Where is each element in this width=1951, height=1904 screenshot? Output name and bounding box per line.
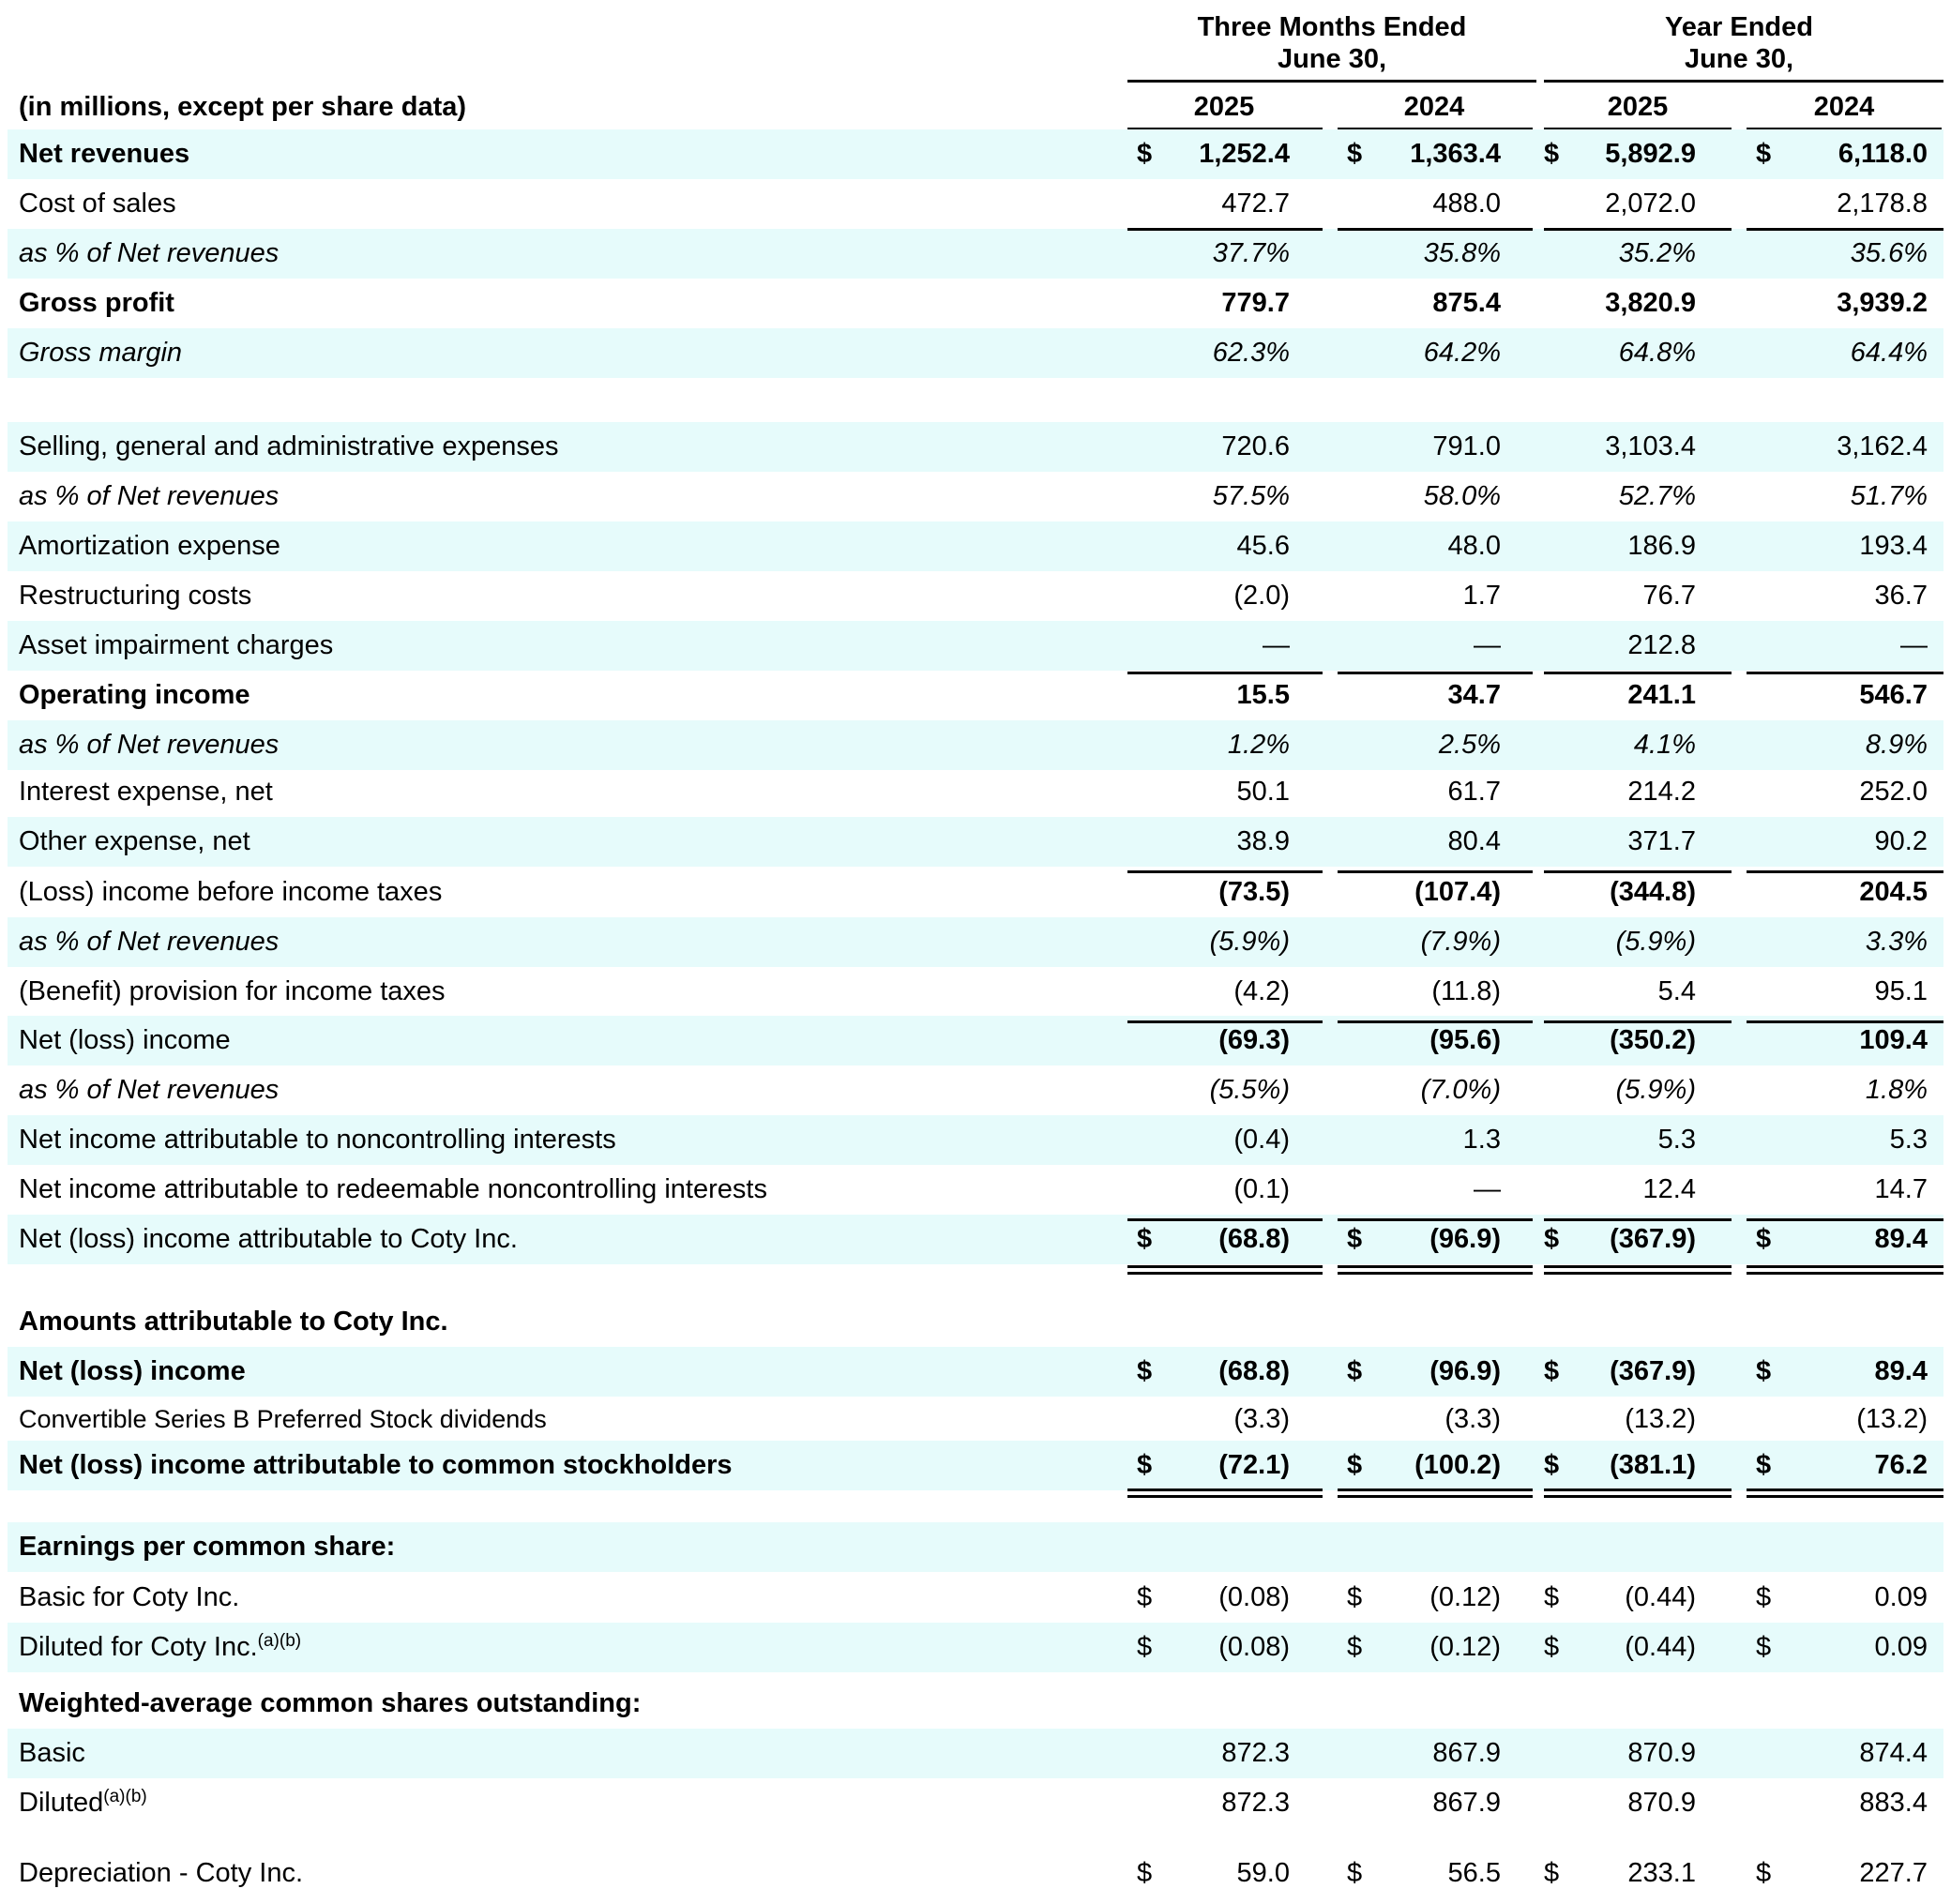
- row-label-text: Net income attributable to redeemable noncontrolling interests: [19, 1174, 767, 1204]
- currency-symbol: $: [1347, 1450, 1363, 1480]
- year-header: 2025: [1607, 92, 1669, 122]
- subtotal-rule: [1544, 870, 1732, 873]
- value-cell: (344.8): [1610, 877, 1696, 907]
- value-cell: 95.1: [1874, 976, 1928, 1006]
- value-cell: (68.8): [1218, 1356, 1290, 1386]
- subtotal-rule: [1544, 228, 1732, 231]
- value-cell: 488.0: [1432, 189, 1501, 219]
- row-label: [19, 825, 250, 857]
- value-cell: 5.3: [1657, 1125, 1696, 1155]
- row-label: [19, 926, 279, 958]
- row-label: [19, 530, 280, 562]
- value-cell: 80.4: [1447, 826, 1501, 856]
- subtotal-rule: [1747, 1020, 1943, 1023]
- value-cell: 64.2%: [1423, 338, 1501, 368]
- subtotal-rule: [1747, 672, 1943, 674]
- currency-symbol: $: [1347, 1356, 1363, 1386]
- value-cell: 12.4: [1642, 1174, 1696, 1204]
- value-cell: 57.5%: [1212, 481, 1290, 511]
- row-label-text: Basic for Coty Inc.: [19, 1582, 240, 1612]
- currency-symbol: $: [1544, 1632, 1560, 1662]
- value-cell: 1.8%: [1865, 1075, 1928, 1105]
- table-row: [8, 1729, 1943, 1778]
- currency-symbol: $: [1756, 1450, 1772, 1480]
- value-cell: 1.3: [1462, 1125, 1501, 1155]
- table-row: [8, 571, 1943, 621]
- currency-symbol: $: [1756, 1224, 1772, 1254]
- row-label: [19, 580, 251, 612]
- row-label: [19, 431, 559, 462]
- table-row: [8, 1623, 1943, 1672]
- value-cell: (5.9%): [1615, 927, 1696, 957]
- value-cell: 89.4: [1874, 1224, 1928, 1254]
- row-label: [19, 480, 279, 512]
- subtotal-rule: [1544, 672, 1732, 674]
- row-label: [19, 1403, 547, 1435]
- row-label-text: Asset impairment charges: [19, 630, 334, 660]
- table-row: [8, 129, 1943, 179]
- table-row: [8, 1215, 1943, 1264]
- value-cell: (68.8): [1218, 1224, 1290, 1254]
- row-label: [19, 1857, 303, 1889]
- value-cell: 867.9: [1432, 1788, 1501, 1818]
- value-cell: 35.2%: [1618, 238, 1696, 268]
- row-label: [19, 1687, 641, 1719]
- value-cell: 50.1: [1236, 777, 1290, 807]
- subtotal-rule: [1127, 228, 1323, 231]
- value-cell: 51.7%: [1850, 481, 1928, 511]
- row-label-text: as % of Net revenues: [19, 927, 280, 957]
- value-cell: 546.7: [1859, 680, 1928, 710]
- value-cell: 76.7: [1642, 581, 1696, 611]
- row-label: [19, 1449, 733, 1481]
- table-row: [8, 1065, 1943, 1115]
- value-cell: (95.6): [1429, 1025, 1501, 1055]
- table-row: [8, 328, 1943, 378]
- row-label: [19, 1024, 231, 1056]
- subtotal-rule: [1544, 1218, 1732, 1221]
- currency-symbol: $: [1756, 1858, 1772, 1888]
- value-cell: 109.4: [1859, 1025, 1928, 1055]
- year-header: 2024: [1403, 92, 1465, 122]
- table-row: [8, 1778, 1943, 1828]
- value-cell: (3.3): [1233, 1404, 1290, 1434]
- table-row: [8, 472, 1943, 521]
- value-cell: (13.2): [1625, 1404, 1696, 1434]
- row-label: [19, 1173, 767, 1205]
- currency-symbol: $: [1347, 1582, 1363, 1612]
- value-cell: 62.3%: [1212, 338, 1290, 368]
- value-cell: (73.5): [1218, 877, 1290, 907]
- subtotal-rule: [1127, 1218, 1323, 1221]
- value-cell: 2.5%: [1438, 730, 1501, 760]
- value-cell: 252.0: [1859, 777, 1928, 807]
- row-label-text: Net revenues: [19, 139, 190, 169]
- header-rule-three-months: [1127, 80, 1536, 83]
- table-row: [8, 422, 1943, 472]
- header-rule-year-ended: [1544, 80, 1943, 83]
- table-row: [8, 179, 1943, 229]
- value-cell: (0.12): [1429, 1632, 1501, 1662]
- value-cell: (5.5%): [1209, 1075, 1290, 1105]
- subtotal-rule: [1127, 870, 1323, 873]
- table-row: [8, 868, 1943, 917]
- currency-symbol: $: [1544, 1582, 1560, 1612]
- value-cell: (96.9): [1429, 1224, 1501, 1254]
- value-cell: 5.3: [1889, 1125, 1928, 1155]
- row-label-text: Diluted for Coty Inc.: [19, 1632, 258, 1662]
- row-label-text: Basic: [19, 1738, 85, 1768]
- value-cell: 0.09: [1874, 1632, 1928, 1662]
- row-label-text: Restructuring costs: [19, 581, 252, 611]
- value-cell: 472.7: [1221, 189, 1290, 219]
- value-cell: (350.2): [1610, 1025, 1696, 1055]
- value-cell: (13.2): [1856, 1404, 1928, 1434]
- value-cell: 61.7: [1447, 777, 1501, 807]
- value-cell: 870.9: [1627, 1738, 1696, 1768]
- value-cell: 867.9: [1432, 1738, 1501, 1768]
- value-cell: 371.7: [1627, 826, 1696, 856]
- row-label-text: Diluted: [19, 1788, 104, 1818]
- subtotal-rule: [1747, 228, 1943, 231]
- total-double-rule: [1747, 1265, 1943, 1275]
- subtotal-rule: [1127, 1020, 1323, 1023]
- row-label-text: Interest expense, net: [19, 777, 273, 807]
- value-cell: (2.0): [1233, 581, 1290, 611]
- subtotal-rule: [1127, 672, 1323, 674]
- row-label: [19, 1223, 518, 1255]
- value-cell: (5.9%): [1209, 927, 1290, 957]
- value-cell: (367.9): [1610, 1356, 1696, 1386]
- row-label: [19, 138, 189, 170]
- currency-symbol: $: [1756, 139, 1772, 169]
- header-three-months-ended: Three Months Ended June 30,: [1197, 12, 1467, 74]
- value-cell: 883.4: [1859, 1788, 1928, 1818]
- subtotal-rule: [1544, 1020, 1732, 1023]
- currency-symbol: $: [1347, 1224, 1363, 1254]
- total-double-rule: [1338, 1265, 1533, 1275]
- currency-symbol: $: [1137, 139, 1153, 169]
- row-label-text: Net income attributable to noncontrolling interests: [19, 1125, 616, 1155]
- value-cell: 76.2: [1874, 1450, 1928, 1480]
- value-cell: (381.1): [1610, 1450, 1696, 1480]
- value-cell: 35.8%: [1423, 238, 1501, 268]
- value-cell: —: [1474, 630, 1501, 660]
- row-label-text: Gross profit: [19, 288, 174, 318]
- value-cell: 45.6: [1236, 531, 1290, 561]
- currency-symbol: $: [1137, 1858, 1153, 1888]
- value-cell: (0.08): [1218, 1582, 1290, 1612]
- row-label: [19, 679, 250, 711]
- subtotal-rule: [1338, 1218, 1533, 1221]
- table-row: [8, 967, 1943, 1017]
- value-cell: 3,162.4: [1837, 431, 1928, 461]
- value-cell: 872.3: [1221, 1788, 1290, 1818]
- value-cell: 212.8: [1627, 630, 1696, 660]
- value-cell: (100.2): [1414, 1450, 1501, 1480]
- value-cell: (5.9%): [1615, 1075, 1696, 1105]
- currency-symbol: $: [1544, 1224, 1560, 1254]
- total-double-rule: [1338, 1488, 1533, 1498]
- value-cell: 34.7: [1447, 680, 1501, 710]
- table-row: [8, 1347, 1943, 1397]
- row-label-text: Amortization expense: [19, 531, 280, 561]
- header-year-ended: Year Ended June 30,: [1665, 12, 1813, 74]
- currency-symbol: $: [1347, 1632, 1363, 1662]
- row-label: [19, 1631, 301, 1667]
- value-cell: 64.8%: [1618, 338, 1696, 368]
- total-double-rule: [1544, 1265, 1732, 1275]
- subtotal-rule: [1338, 870, 1533, 873]
- footnote-marker: (a)(b): [257, 1631, 302, 1651]
- table-row: [8, 279, 1943, 328]
- currency-symbol: $: [1544, 139, 1560, 169]
- currency-symbol: $: [1347, 1858, 1363, 1888]
- currency-symbol: $: [1756, 1582, 1772, 1612]
- table-row: [8, 1395, 1943, 1444]
- value-cell: —: [1263, 630, 1290, 660]
- table-row: [8, 1849, 1943, 1898]
- table-row: [8, 1297, 1943, 1347]
- value-cell: (3.3): [1444, 1404, 1501, 1434]
- total-double-rule: [1127, 1265, 1323, 1275]
- table-row: [8, 917, 1943, 967]
- value-cell: 35.6%: [1850, 238, 1928, 268]
- row-label-text: Amounts attributable to Coty Inc.: [19, 1307, 448, 1337]
- total-double-rule: [1544, 1488, 1732, 1498]
- value-cell: (367.9): [1610, 1224, 1696, 1254]
- value-cell: (0.12): [1429, 1582, 1501, 1612]
- value-cell: (4.2): [1233, 976, 1290, 1006]
- value-cell: (0.44): [1625, 1582, 1696, 1612]
- value-cell: (7.0%): [1420, 1075, 1501, 1105]
- value-cell: 5.4: [1657, 976, 1696, 1006]
- currency-symbol: $: [1756, 1356, 1772, 1386]
- table-row: [8, 521, 1943, 571]
- currency-symbol: $: [1756, 1632, 1772, 1662]
- value-cell: 0.09: [1874, 1582, 1928, 1612]
- value-cell: 2,072.0: [1605, 189, 1696, 219]
- row-label-text: Net (loss) income: [19, 1025, 231, 1055]
- currency-symbol: $: [1544, 1450, 1560, 1480]
- currency-symbol: $: [1544, 1858, 1560, 1888]
- value-cell: —: [1474, 1174, 1501, 1204]
- value-cell: 36.7: [1874, 581, 1928, 611]
- value-cell: 38.9: [1236, 826, 1290, 856]
- value-cell: 186.9: [1627, 531, 1696, 561]
- value-cell: (7.9%): [1420, 927, 1501, 957]
- currency-symbol: $: [1544, 1356, 1560, 1386]
- currency-symbol: $: [1347, 139, 1363, 169]
- value-cell: 241.1: [1627, 680, 1696, 710]
- table-row: [8, 1679, 1943, 1729]
- value-cell: 204.5: [1859, 877, 1928, 907]
- subtotal-rule: [1338, 672, 1533, 674]
- table-row: [8, 229, 1943, 279]
- subtotal-rule: [1338, 1020, 1533, 1023]
- table-row: [8, 767, 1943, 817]
- value-cell: (0.4): [1233, 1125, 1290, 1155]
- value-cell: 3,820.9: [1605, 288, 1696, 318]
- value-cell: 56.5: [1447, 1858, 1501, 1888]
- units-label: (in millions, except per share data): [19, 92, 467, 122]
- table-row: [8, 1165, 1943, 1215]
- row-label-text: Operating income: [19, 680, 250, 710]
- row-label-text: Net (loss) income attributable to Coty Inc.: [19, 1224, 518, 1254]
- total-double-rule: [1747, 1488, 1943, 1498]
- row-label: [19, 729, 279, 761]
- row-label: [19, 1074, 279, 1106]
- value-cell: 52.7%: [1618, 481, 1696, 511]
- row-label-text: as % of Net revenues: [19, 1075, 280, 1105]
- value-cell: 8.9%: [1865, 730, 1928, 760]
- value-cell: 193.4: [1859, 531, 1928, 561]
- value-cell: 1,252.4: [1199, 139, 1290, 169]
- value-cell: 720.6: [1221, 431, 1290, 461]
- row-label: [19, 188, 176, 219]
- value-cell: 48.0: [1447, 531, 1501, 561]
- row-label-text: as % of Net revenues: [19, 238, 280, 268]
- row-label-text: Selling, general and administrative expenses: [19, 431, 559, 461]
- value-cell: (72.1): [1218, 1450, 1290, 1480]
- currency-symbol: $: [1137, 1224, 1153, 1254]
- year-header: 2025: [1193, 92, 1255, 122]
- row-label: [19, 287, 174, 319]
- row-label-text: Net (loss) income: [19, 1356, 246, 1386]
- currency-symbol: $: [1137, 1356, 1153, 1386]
- row-label-text: Weighted-average common shares outstanding:: [19, 1688, 642, 1718]
- value-cell: 3.3%: [1865, 927, 1928, 957]
- row-label: [19, 876, 442, 908]
- value-cell: 874.4: [1859, 1738, 1928, 1768]
- row-label: [19, 1581, 239, 1613]
- row-label-text: Earnings per common share:: [19, 1532, 396, 1562]
- value-cell: (0.1): [1233, 1174, 1290, 1204]
- row-label-text: (Loss) income before income taxes: [19, 877, 443, 907]
- row-label: [19, 629, 333, 661]
- value-cell: 1,363.4: [1410, 139, 1501, 169]
- currency-symbol: $: [1137, 1582, 1153, 1612]
- total-double-rule: [1127, 1488, 1323, 1498]
- value-cell: 89.4: [1874, 1356, 1928, 1386]
- value-cell: 2,178.8: [1837, 189, 1928, 219]
- value-cell: 233.1: [1627, 1858, 1696, 1888]
- row-label-text: Cost of sales: [19, 189, 176, 219]
- table-row: [8, 671, 1943, 720]
- value-cell: 227.7: [1859, 1858, 1928, 1888]
- value-cell: 59.0: [1236, 1858, 1290, 1888]
- table-row: [8, 1115, 1943, 1165]
- value-cell: 779.7: [1221, 288, 1290, 318]
- row-label: [19, 1787, 147, 1822]
- value-cell: 875.4: [1432, 288, 1501, 318]
- value-cell: 6,118.0: [1838, 139, 1928, 169]
- value-cell: (11.8): [1431, 976, 1501, 1006]
- value-cell: 64.4%: [1850, 338, 1928, 368]
- value-cell: 5,892.9: [1605, 139, 1696, 169]
- value-cell: —: [1900, 630, 1928, 660]
- value-cell: 58.0%: [1423, 481, 1501, 511]
- table-row: [8, 621, 1943, 671]
- value-cell: 3,939.2: [1837, 288, 1928, 318]
- footnote-marker: (a)(b): [103, 1787, 147, 1806]
- year-header: 2024: [1813, 92, 1875, 122]
- value-cell: 14.7: [1874, 1174, 1928, 1204]
- row-label: [19, 1355, 246, 1387]
- row-label-text: Convertible Series B Preferred Stock dividends: [19, 1405, 547, 1433]
- row-label-text: Depreciation - Coty Inc.: [19, 1858, 304, 1888]
- value-cell: (107.4): [1414, 877, 1501, 907]
- subtotal-rule: [1747, 870, 1943, 873]
- value-cell: 870.9: [1627, 1788, 1696, 1818]
- value-cell: 872.3: [1221, 1738, 1290, 1768]
- value-cell: 1.7: [1462, 581, 1501, 611]
- value-cell: 37.7%: [1212, 238, 1290, 268]
- table-row: [8, 1573, 1943, 1623]
- table-row: [8, 1522, 1943, 1572]
- value-cell: 3,103.4: [1605, 431, 1696, 461]
- row-label: [19, 1531, 395, 1563]
- row-label: [19, 1306, 448, 1337]
- currency-symbol: $: [1137, 1450, 1153, 1480]
- value-cell: 90.2: [1874, 826, 1928, 856]
- subtotal-rule: [1747, 1218, 1943, 1221]
- value-cell: 4.1%: [1633, 730, 1696, 760]
- row-label-text: Net (loss) income attributable to common stockholders: [19, 1450, 733, 1480]
- currency-symbol: $: [1137, 1632, 1153, 1662]
- row-label-text: as % of Net revenues: [19, 730, 280, 760]
- value-cell: (0.08): [1218, 1632, 1290, 1662]
- table-row: [8, 720, 1943, 770]
- value-cell: 791.0: [1432, 431, 1501, 461]
- table-row: [8, 1441, 1943, 1490]
- row-label-text: Gross margin: [19, 338, 183, 368]
- row-label: [19, 237, 279, 269]
- row-label: [19, 975, 446, 1007]
- row-label-text: (Benefit) provision for income taxes: [19, 976, 446, 1006]
- value-cell: 214.2: [1627, 777, 1696, 807]
- table-row: [8, 817, 1943, 867]
- row-label: [19, 1737, 85, 1769]
- value-cell: (69.3): [1218, 1025, 1290, 1055]
- row-label: [19, 1124, 616, 1156]
- value-cell: 15.5: [1236, 680, 1290, 710]
- row-label-text: as % of Net revenues: [19, 481, 280, 511]
- row-label: [19, 776, 273, 808]
- value-cell: (0.44): [1625, 1632, 1696, 1662]
- row-label: [19, 337, 182, 369]
- value-cell: 1.2%: [1227, 730, 1290, 760]
- subtotal-rule: [1338, 228, 1533, 231]
- row-label-text: Other expense, net: [19, 826, 250, 856]
- value-cell: (96.9): [1429, 1356, 1501, 1386]
